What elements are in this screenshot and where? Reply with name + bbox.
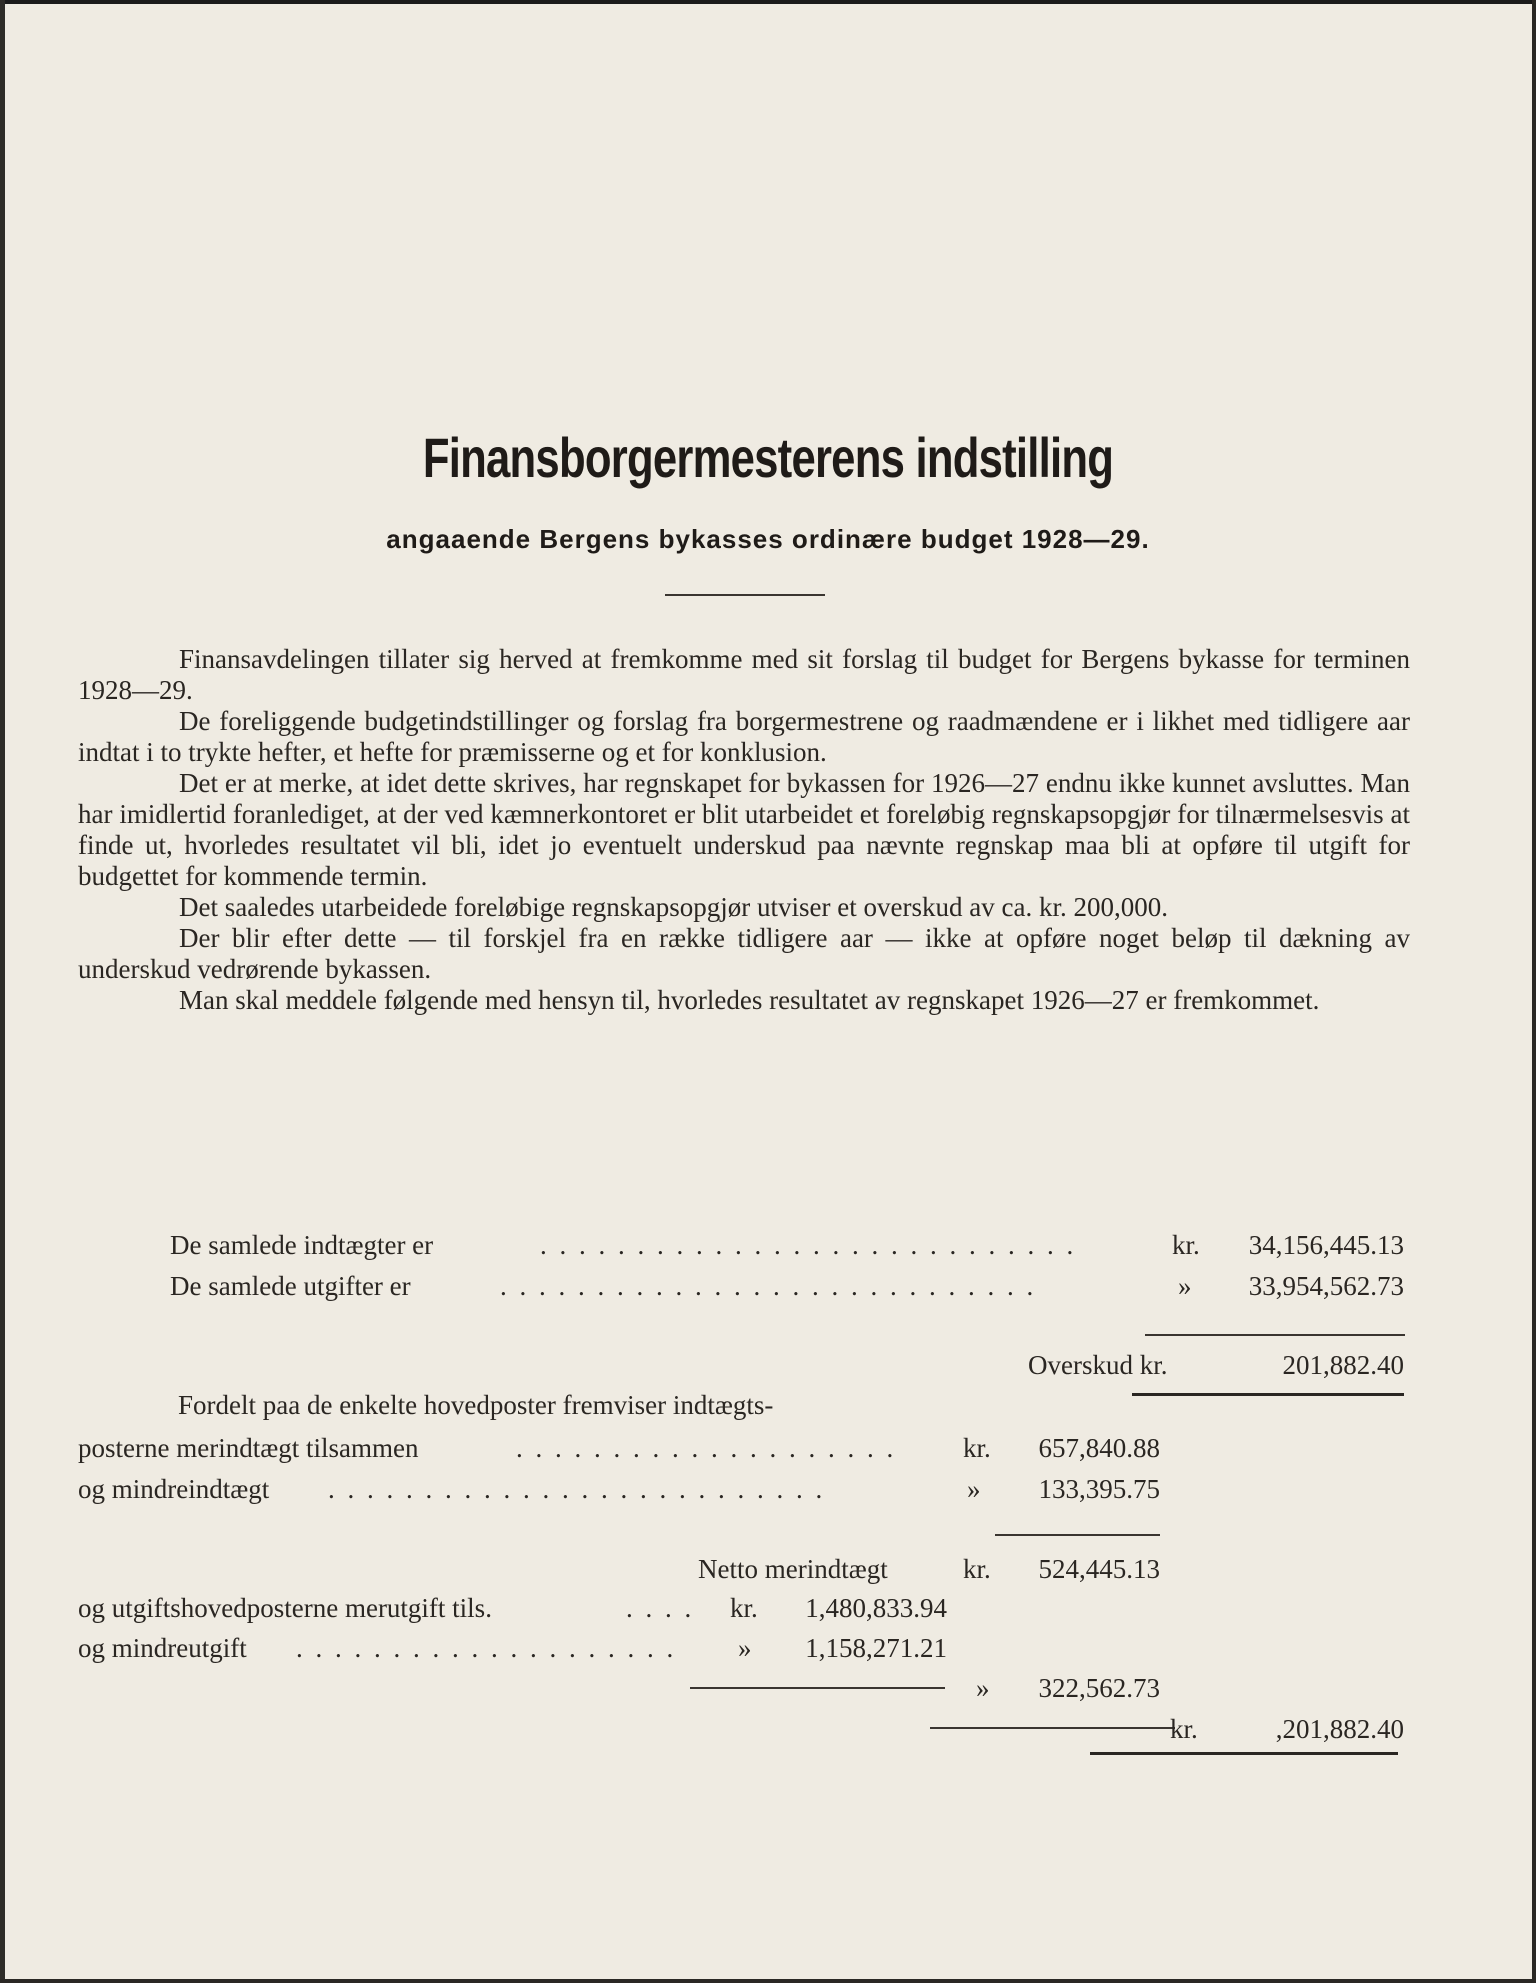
- mindreindtaegt-prefix: »: [967, 1474, 981, 1504]
- mindreutgift-value: 1,158,271.21: [805, 1633, 947, 1663]
- scan-edge-top: [0, 0, 1536, 4]
- mindreindtaegt-value: 133,395.75: [1038, 1474, 1160, 1504]
- scan-edge-bottom: [0, 1979, 1536, 1983]
- paragraph: Man skal meddele følgende med hensyn til, hvorledes resultatet av regnskapet 1926—27 er fremkommet.: [179, 985, 1320, 1015]
- netto-rule: [995, 1534, 1160, 1536]
- paragraph: Det er at merke, at idet dette skrives, har regnskapet for bykassen for 1926—27 endnu ikke kunnet avsluttes. Man har imidlertid foranlediget, at der ved kæmnerkontoret er blit utarbeidet et foreløbig regnskapsopgjør for tilnærmelsesvis at finde ut, hvorledes resultatet vil bli, idet jo eventuelt underskud paa nævnte regnskap maa bli at opføre til utgift for budgettet for kommende termin.: [78, 768, 1410, 891]
- final-prefix: kr.: [1170, 1714, 1198, 1744]
- surplus-label: Overskud kr.: [1028, 1350, 1168, 1380]
- scan-edge-left: [0, 0, 5, 1983]
- mindreutgift-leader: . . . . . . . . . . . . . . . . . . . .: [296, 1633, 677, 1663]
- mindreutgift-prefix: »: [738, 1633, 752, 1663]
- merindtaegt-label: posterne merindtægt tilsammen: [78, 1433, 419, 1463]
- merutgift-prefix: kr.: [730, 1593, 758, 1623]
- surplus-value: 201,882.40: [1282, 1350, 1404, 1380]
- income-prefix: kr.: [1172, 1230, 1200, 1260]
- distribution-intro: Fordelt paa de enkelte hovedposter fremviser indtægts-: [178, 1390, 774, 1420]
- income-leader: . . . . . . . . . . . . . . . . . . . . . . . . . . . .: [540, 1230, 1077, 1260]
- expense-leader: . . . . . . . . . . . . . . . . . . . . . . . . . . . .: [500, 1271, 1037, 1301]
- expense-prefix: »: [1178, 1271, 1192, 1301]
- paragraph: Der blir efter dette — til forskjel fra en række tidligere aar — ikke at opføre noget beløp til dækning av underskud vedrørende bykassen.: [78, 923, 1410, 984]
- paragraph: Finansavdelingen tillater sig herved at fremkomme med sit forslag til budget for Bergens bykasse for terminen 1928—29.: [78, 644, 1410, 705]
- merindtaegt-prefix: kr.: [963, 1433, 991, 1463]
- difference-value: 322,562.73: [1038, 1673, 1160, 1703]
- merutgift-label: og utgiftshovedposterne merutgift tils.: [78, 1593, 492, 1623]
- scan-edge-right: [1532, 0, 1536, 1983]
- difference-prefix: »: [976, 1673, 990, 1703]
- mindreutgift-label: og mindreutgift: [78, 1633, 247, 1663]
- final-value: ,201,882.40: [1275, 1714, 1404, 1744]
- surplus-double-rule: [1132, 1393, 1404, 1396]
- title-divider: [665, 594, 825, 596]
- income-label: De samlede indtægter er: [170, 1230, 434, 1260]
- mindreindtaegt-label: og mindreindtægt: [78, 1474, 270, 1504]
- body-text: [78, 644, 1410, 1016]
- paragraph: De foreliggende budgetindstillinger og forslag fra borgermestrene og raadmændene er i likhet med tidligere aar indtat i to trykte hefter, et hefte for præmisserne og et for konklusion.: [78, 706, 1410, 767]
- mindreindtaegt-leader: . . . . . . . . . . . . . . . . . . . . . . . . . .: [328, 1474, 826, 1504]
- page-subtitle: angaaende Bergens bykasses ordinære budget 1928—29.: [386, 524, 1150, 554]
- netto-value: 524,445.13: [1038, 1554, 1160, 1584]
- income-value: 34,156,445.13: [1248, 1230, 1404, 1260]
- paragraph: Det saaledes utarbeidede foreløbige regnskapsopgjør utviser et overskud av ca. kr. 200,000.: [179, 892, 1168, 922]
- merindtaegt-value: 657,840.88: [1038, 1433, 1160, 1463]
- merutgift-leader: . . . .: [626, 1593, 695, 1623]
- expense-label: De samlede utgifter er: [170, 1271, 411, 1301]
- sum-rule: [1145, 1334, 1405, 1336]
- expense-value: 33,954,562.73: [1248, 1271, 1404, 1301]
- final-double-rule: [1090, 1752, 1398, 1755]
- netto-prefix: kr.: [963, 1554, 991, 1584]
- final-rule: [930, 1727, 1175, 1729]
- utgift-rule: [690, 1687, 945, 1689]
- page-title: Finansborgermesterens indstilling: [422, 426, 1114, 489]
- netto-label: Netto merindtægt: [698, 1554, 888, 1584]
- merindtaegt-leader: . . . . . . . . . . . . . . . . . . . .: [516, 1433, 897, 1463]
- merutgift-value: 1,480,833.94: [805, 1593, 947, 1623]
